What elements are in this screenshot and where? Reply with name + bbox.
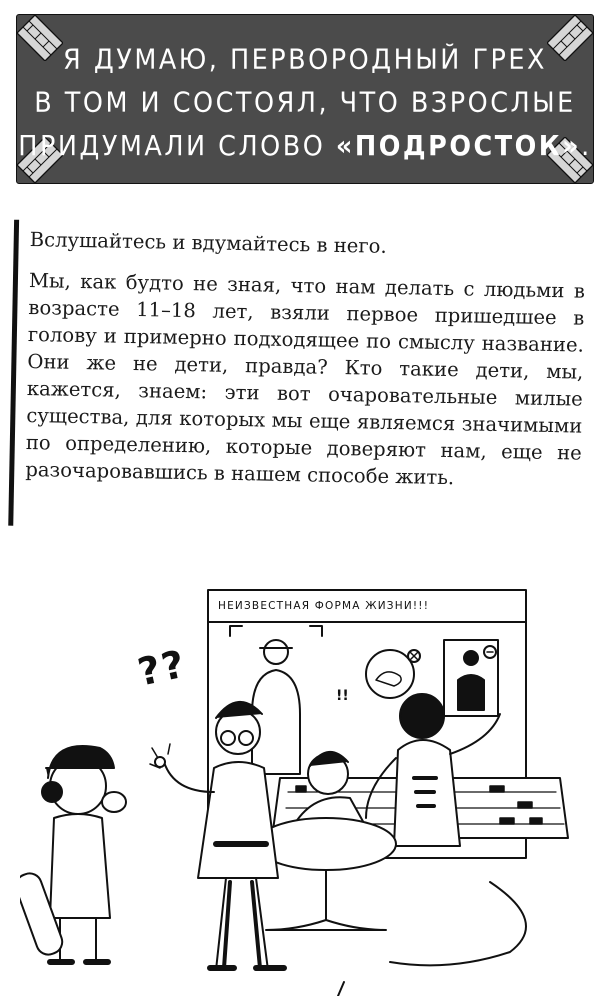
banner-line-3-suffix: .: [581, 130, 592, 163]
screen-exclamation-marks: !!: [336, 688, 349, 704]
quote-banner: [16, 14, 594, 184]
illustration-drawing: [20, 582, 592, 996]
illustration: [20, 582, 592, 996]
banner-line-3-prefix: ПРИДУМАЛИ СЛОВО: [18, 130, 336, 163]
body-text: [25, 226, 586, 506]
paragraph-2: Мы, как будто не зная, что нам делать с людьми в возрасте 11–18 лет, взяли первое пришедшее в голову и примерно подходящее по смыслу название. Они же не дети, правда? Кто такие дети, мы, кажется, знаем: эти вот очаровательные милые существа, для которых мы еще являемся значимыми по определению, которые доверяют нам, еще не разочаровавшись в нашем способе жить.: [25, 268, 586, 490]
chair: [256, 818, 396, 870]
accent-bar: [8, 220, 19, 526]
banner-line-3: [17, 125, 593, 168]
banner-line-2: В ТОМ И СОСТОЯЛ, ЧТО ВЗРОСЛЫЕ: [34, 86, 576, 120]
screen-title: НЕИЗВЕСТНАЯ ФОРМА ЖИЗНИ!!!: [218, 600, 430, 612]
banner-line-1: Я ДУМАЮ, ПЕРВОРОДНЫЙ ГРЕХ: [63, 43, 547, 76]
question-marks: ??: [133, 641, 191, 695]
banner-quote: [17, 38, 593, 168]
banner-keyword: «ПОДРОСТОК»: [335, 130, 582, 163]
paragraph-1: Вслушайтесь и вдумайтесь в него.: [29, 227, 387, 258]
